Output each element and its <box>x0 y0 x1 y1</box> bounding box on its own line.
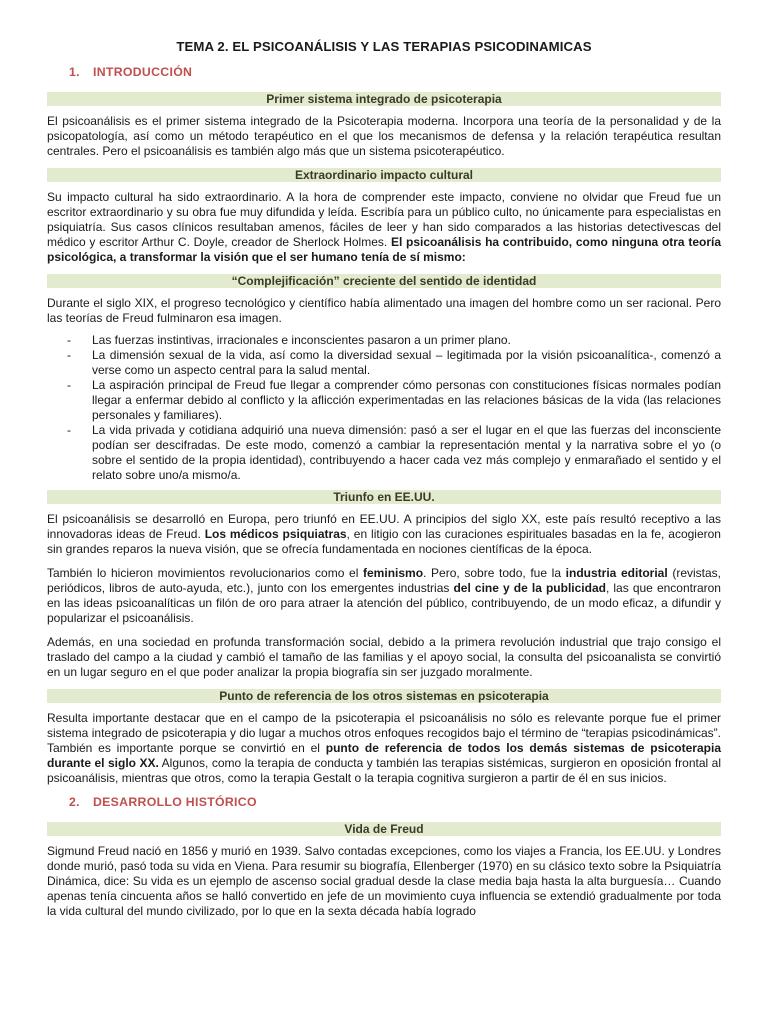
section-heading-introduccion <box>47 65 721 80</box>
paragraph: Además, en una sociedad en profunda transformación social, debido a la primera revolución industrial que trajo consigo el traslado del campo a la ciudad y cambió el tamaño de las familias y el apoyo social, la consulta del psicoanalista se convirtió en un lugar seguro en el que poder analizar la propia biografía sin ser juzgado moralmente. <box>47 635 721 679</box>
section-number: 2. <box>69 795 80 809</box>
bullet-marker: - <box>67 378 71 392</box>
bullet-list <box>47 333 721 483</box>
subheading-band: Vida de Freud <box>47 822 721 836</box>
list-item-text: La vida privada y cotidiana adquirió una nueva dimensión: pasó a ser el lugar en el que las fuerzas del inconsciente podían ser descifradas. De este modo, comenzó a cambiar la representación mental y la narrativa sobre el yo (o sobre el sentido de la propia identidad), contribuyendo a hacer cada vez más complejo y enmarañado el sentido y el relato sobre uno/a mismo/a. <box>92 423 721 482</box>
list-item-text: Las fuerzas instintivas, irracionales e inconscientes pasaron a un primer plano. <box>92 333 511 347</box>
section-number: 1. <box>69 65 80 79</box>
subheading-band: “Complejificación” creciente del sentido de identidad <box>47 274 721 288</box>
bullet-marker: - <box>67 348 71 362</box>
list-item <box>47 348 721 378</box>
paragraph-text: También lo hicieron movimientos revolucionarios como el <box>47 566 364 580</box>
section-label: INTRODUCCIÓN <box>93 65 193 79</box>
paragraph: El psicoanálisis es el primer sistema integrado de la Psicoterapia moderna. Incorpora una teoría de la personalidad y de la psicopatología, así como un método terapéutico en el que los mecanismos de defensa y la relación terapéutica resultan centrales. Pero el psicoanálisis es también algo más que un sistema psicoterapéutico. <box>47 114 721 158</box>
paragraph-bold-text: industria editorial <box>565 566 668 580</box>
paragraph-text: . Pero, sobre todo, fue la <box>423 566 566 580</box>
paragraph <box>47 512 721 557</box>
subheading-band: Primer sistema integrado de psicoterapia <box>47 92 721 106</box>
paragraph-text: , las que encontraron en las ideas psicoanalíticas un filón de oro para atraer la atención del público, contribuyendo, de un modo eficaz, a difundir y popularizar el psicoanálisis. <box>47 581 721 625</box>
section-heading-desarrollo-historico <box>47 795 721 810</box>
paragraph: Durante el siglo XIX, el progreso tecnológico y científico había alimentado una imagen del hombre como un ser racional. Pero las teorías de Freud fulminaron esa imagen. <box>47 296 721 325</box>
paragraph-text: , en litigio con las curaciones espirituales basadas en la fe, acogieron sin grandes reparos la nueva visión, que se ofrecía fundamentada en nociones científicas de la época. <box>47 527 721 556</box>
paragraph: Sigmund Freud nació en 1856 y murió en 1939. Salvo contadas excepciones, como los viajes a Francia, los EE.UU. y Londres donde murió, pasó toda su vida en Viena. Para resumir su biografía, Ellenberger (1970) en su clásico texto sobre la Psiquiatría Dinámica, dice: Su vida es un ejemplo de ascenso social gradual desde la clase media baja hasta la alta burguesía… Cuando apenas tenía cincuenta años se halló convertido en jefe de un movimiento cuya influencia se extendió gradualmente por toda la vida cultural del mundo civilizado, por lo que en la sexta década había logrado <box>47 844 721 918</box>
list-item <box>47 378 721 423</box>
paragraph-bold-text: punto de referencia de todos los demás sistemas de psicoterapia durante el siglo XX. <box>47 741 721 770</box>
list-item-text: La aspiración principal de Freud fue llegar a comprender cómo personas con constituciones físicas normales podían llegar a enfermar debido al conflicto y la aflicción experimentadas en las relaciones básicas de la vida (las relaciones personales y familiares). <box>92 378 721 422</box>
paragraph <box>47 566 721 626</box>
section-label: DESARROLLO HISTÓRICO <box>93 795 257 809</box>
document-title: TEMA 2. EL PSICOANÁLISIS Y LAS TERAPIAS PSICODINAMICAS <box>176 39 592 54</box>
bullet-marker: - <box>67 423 71 437</box>
paragraph-bold-text: del cine y de la publicidad <box>453 581 606 595</box>
paragraph-text: Algunos, como la terapia de conducta y también las terapias sistémicas, surgieron en oposición frontal al psicoanálisis, mientras que otros, como la terapia Gestalt o la terapia cognitiva surgieron a partir de él en sus inicios. <box>47 756 722 785</box>
list-item-text: La dimensión sexual de la vida, así como la diversidad sexual – legitimada por la visión psicoanalítica-, comenzó a verse como un aspecto central para la salud mental. <box>92 348 721 377</box>
list-item <box>47 423 721 483</box>
paragraph-text: Su impacto cultural ha sido extraordinario. A la hora de comprender este impacto, conviene no olvidar que Freud fue un escritor extraordinario y su obra fue muy difundida y leída. Escribía para un público culto, no únicamente para especialistas en psiquiatría. Sus casos clínicos resultaban amenos, fáciles de leer y han sido comparados a las historias detectivescas del médico y escritor Arthur C. Doyle, creador de Sherlock Holmes. <box>47 190 721 249</box>
list-item <box>47 333 721 348</box>
subheading-band: Extraordinario impacto cultural <box>47 168 721 182</box>
paragraph <box>47 711 721 786</box>
bullet-marker: - <box>67 333 71 347</box>
paragraph-text: El psicoanálisis se desarrolló en Europa, pero triunfó en EE.UU. A principios del siglo XX, este país resultó receptivo a las innovadoras ideas de Freud. <box>47 512 721 541</box>
paragraph <box>47 190 721 265</box>
paragraph-bold-text: feminismo <box>363 566 424 580</box>
paragraph-text: (revistas, periódicos, libros de auto-ayuda, etc.), junto con los emergentes industrias <box>47 566 721 595</box>
paragraph-bold-text: El psicoanálisis ha contribuido, como ninguna otra teoría psicológica, a transformar la visión que el ser humano tenía de sí mismo: <box>47 235 722 264</box>
document-page <box>47 38 721 928</box>
subheading-band: Punto de referencia de los otros sistemas en psicoterapia <box>47 689 721 703</box>
subheading-band: Triunfo en EE.UU. <box>47 490 721 504</box>
paragraph-text: Resulta importante destacar que en el campo de la psicoterapia el psicoanálisis no sólo es relevante porque fue el primer sistema integrado de psicoterapia y dio lugar a muchos otros enfoques recogidos bajo el término de “terapias psicodinámicas”. También es importante porque se convirtió en el <box>47 711 721 755</box>
paragraph-bold-text: Los médicos psiquiatras <box>204 527 347 541</box>
